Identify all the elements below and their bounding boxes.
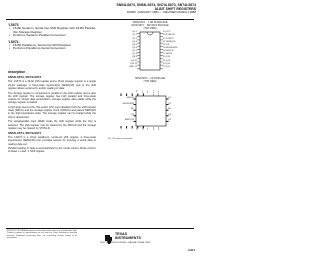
dip-pin-label: 23 STRCLR [163,34,175,37]
features-block [8,23,98,51]
fk-pin-label: STRCLR [158,90,161,97]
dip-pin-label: 21 SER/Q15 [163,40,176,43]
fk-pad [132,126,133,129]
dip-pin-label: Q10 11 [129,62,137,65]
title-block [78,3,196,15]
fk-pin-label: SER/Q15 [124,119,134,122]
fk-pin-label: VCC [141,90,144,94]
dip-pin-label: 20 CS [163,43,170,46]
title-rule [6,19,194,20]
dip-pin-label: Q8 9 [132,56,137,59]
fk-label-2: (TOP VIEW) [143,80,157,83]
ti-logo-name-1: TEXAS [115,232,127,236]
fk-pin-label: Q3 [168,113,171,116]
fk-pin-label: MODE/R/W [122,102,134,105]
feature-item: • Performs Parallel-to-Serial Conversion [8,47,98,51]
ti-address: POST OFFICE BOX 655303 • DALLAS, TEXAS 75265 [100,242,151,244]
dip-pin-label: 14 Q12 [163,62,171,65]
fk-pin-label: NC [147,127,150,130]
fk-pin-label: Q2 [168,102,171,105]
fk-pin-label: Q4 [168,119,171,122]
dip-pin-label: 15 Q13 [163,59,171,62]
footer-rule [6,228,194,229]
fk-pad [132,94,133,97]
dip-pin-label: Q0 1 [132,31,137,34]
description-paragraph: The storage register is connected in parallel to the shift register and is also the shift register. The storage register has both parallel and three-state outputs for simple data presentation, storage register data stable while the storage register is loaded. [8,91,96,105]
dip-pin-label: Q5 6 [132,47,137,50]
ls674-heading: 'LS674 [8,39,19,44]
feature-item: • Performs Serial-to-Parallel Conversion [8,34,98,38]
dip-notch [147,32,153,35]
fk-body [136,96,166,126]
fk-pin-label: SRCLR [126,97,134,99]
description-block [8,69,96,155]
fk-pad [121,126,122,129]
dip-package-diagram [106,31,194,73]
description-paragraph: The serial/parallel input (SER) loads the shift register while the chip is selected. The shift register may be cleared by the SRCLR and the storage register may be cleared by STRCLR. [8,120,96,130]
dip-pin-label: Q6 7 [132,50,137,53]
fk-package-header [106,78,194,84]
production-notice: PRODUCTION DATA documents contain information current as of publication date. Products conform to specifications per the terms of Texas Instruments standard warranty. Production processing does not necessarily include testing of all parameters. [7,230,77,240]
fk-pin-label: Q12 [141,127,144,131]
description-paragraph: A high logic level at the chip select (CS) input disables both the shift-register clock (SRCK) and the storage-register clock (STRCK) and places SER/Q15 in the high-impedance state. The storage register can be loaded while the chip is deselected. [8,105,96,119]
fk-top-pin-labels [136,90,166,97]
dip-pin-label: Q4 5 [132,43,137,46]
title-line-1: SN54LS673, SN54LS674, SN74LS673, SN74LS674 [116,3,196,7]
fk-pad [126,126,127,129]
description-paragraph: The 'LS674 is a 16-bit parallel-in, serial-out shift register. A three-state input/output (SER/Q15) port provides access for entering a serial data or reading data out. [8,136,96,146]
description-heading: description [8,69,26,74]
fk-pin-label: Q11 [152,127,155,131]
nc-note: NC - No internal connection [108,138,133,140]
description-paragraph: The 'LS673 is a 16-bit shift register and a 16-bit storage register in a single 24-pin package. A three-state input/output (SER/Q15) port to the shift register allows serial entry and/or reading of data. [8,80,96,90]
fk-label-1: SN54LS673 ... FK PACKAGE [134,78,166,80]
description-paragraph: Parallel loading of data is accomplished by the mode control. Mode control: H Read, L Load, X Shift register. [8,147,96,154]
ti-logo-text [115,232,155,240]
dip-pin-label: Q9 10 [131,59,137,62]
dip-pin-label: 24 VCC [163,31,171,34]
fk-pad [126,94,127,97]
fk-pin-label: NC [168,108,172,111]
dip-pin-label: Q1 2 [132,34,137,37]
page-number: 3-911 [188,248,195,252]
feature-item: • 16-Bit Parallel-In, Serial-Out Shift Register [8,44,98,48]
dip-label-1: SN54LS673 ... J OR W PACKAGE [132,22,168,24]
fk-pin-label: STRCK [152,90,155,96]
dip-pin-label: Q2 3 [132,37,137,40]
dip-pin-label: 17 SRCK [163,53,173,56]
feature-item: • 16-Bit Serial-In, Serial-Out Shift Register with 16-Bit Parallel-Out Storage Register [8,27,98,34]
title-line-2: 16-BIT SHIFT REGISTERS [154,7,196,12]
fk-pin-label: NC [147,90,150,93]
fk-pin-label: Q13 [136,127,138,131]
dip-pin-label: GND 12 [129,65,137,68]
description-sub-1: SN54LS673, SN74LS673 [8,75,42,80]
dip-pin-lines [137,34,163,69]
dip-body [140,32,160,70]
fk-pad [121,94,122,97]
description-sub-2: SN54LS674, SN74LS674 [8,130,42,135]
dip-pin-label: 18 SRCLR [163,50,174,53]
dip-package-header [106,22,194,31]
dip-pin-label: 16 Q14 [163,56,171,59]
dip-pin-label: 22 STRCK [163,37,174,40]
fk-bottom-pin-labels [136,127,166,134]
dip-pin-label: Q7 8 [132,53,137,56]
dip-label-2: SN74LS673 ... DW OR N PACKAGE [131,24,169,27]
dip-pin-label: 13 Q11 [163,65,171,68]
dip-label-3: (TOP VIEW) [143,27,157,30]
title-subtitle: D2486, JANUARY 1981 — REVISED MARCH 1988 [126,10,196,15]
fk-pin-label: Q10 [158,127,161,131]
fk-pin-label: CS [130,113,134,116]
fk-pin-label: Q0 [136,90,138,93]
fk-pin-label: Q1 [168,97,171,99]
dip-pin-label: Q3 4 [132,40,137,43]
ti-logo-name-2: INSTRUMENTS [115,236,141,241]
ls673-heading: 'LS673 [8,23,19,27]
fk-pin-label: NC [130,108,134,111]
dip-pin-label: 19 MODE/R/W [163,47,178,50]
